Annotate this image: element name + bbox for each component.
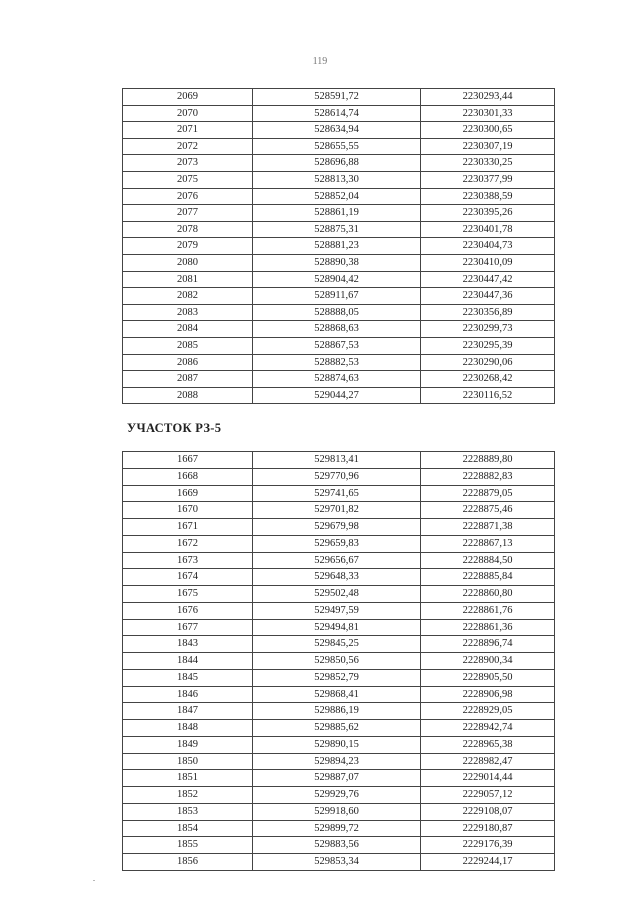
y-coordinate-cell: 2230290,06 [421, 354, 555, 371]
y-coordinate-cell: 2228885,84 [421, 569, 555, 586]
y-coordinate-cell: 2229108,07 [421, 803, 555, 820]
x-coordinate-cell: 528591,72 [253, 89, 421, 106]
y-coordinate-cell: 2230404,73 [421, 238, 555, 255]
x-coordinate-cell: 528634,94 [253, 122, 421, 139]
point-number-cell: 2083 [123, 304, 253, 321]
y-coordinate-cell: 2229014,44 [421, 770, 555, 787]
y-coordinate-cell: 2230293,44 [421, 89, 555, 106]
x-coordinate-cell: 529494,81 [253, 619, 421, 636]
x-coordinate-cell: 528904,42 [253, 271, 421, 288]
point-number-cell: 1671 [123, 519, 253, 536]
x-coordinate-cell: 529918,60 [253, 803, 421, 820]
x-coordinate-cell: 529894,23 [253, 753, 421, 770]
point-number-cell: 1845 [123, 669, 253, 686]
table-row [123, 669, 555, 686]
table-row [123, 820, 555, 837]
y-coordinate-cell: 2230395,26 [421, 205, 555, 222]
x-coordinate-cell: 529845,25 [253, 636, 421, 653]
coordinates-table-2 [122, 451, 555, 871]
x-coordinate-cell: 528875,31 [253, 221, 421, 238]
y-coordinate-cell: 2228861,76 [421, 602, 555, 619]
stray-mark: . [93, 874, 95, 883]
point-number-cell: 2088 [123, 387, 253, 404]
point-number-cell: 1852 [123, 787, 253, 804]
section-title: УЧАСТОК РЗ-5 [127, 421, 222, 435]
x-coordinate-cell: 529868,41 [253, 686, 421, 703]
table-row [123, 720, 555, 737]
point-number-cell: 2084 [123, 321, 253, 338]
x-coordinate-cell: 529679,98 [253, 519, 421, 536]
x-coordinate-cell: 529502,48 [253, 586, 421, 603]
y-coordinate-cell: 2230268,42 [421, 371, 555, 388]
x-coordinate-cell: 529659,83 [253, 535, 421, 552]
point-number-cell: 1843 [123, 636, 253, 653]
x-coordinate-cell: 529656,67 [253, 552, 421, 569]
x-coordinate-cell: 529770,96 [253, 468, 421, 485]
point-number-cell: 1673 [123, 552, 253, 569]
y-coordinate-cell: 2230388,59 [421, 188, 555, 205]
point-number-cell: 2086 [123, 354, 253, 371]
table-row [123, 371, 555, 388]
y-coordinate-cell: 2228965,38 [421, 736, 555, 753]
table-row [123, 354, 555, 371]
x-coordinate-cell: 528890,38 [253, 254, 421, 271]
y-coordinate-cell: 2230299,73 [421, 321, 555, 338]
point-number-cell: 2071 [123, 122, 253, 139]
x-coordinate-cell: 529044,27 [253, 387, 421, 404]
y-coordinate-cell: 2229057,12 [421, 787, 555, 804]
x-coordinate-cell: 529887,07 [253, 770, 421, 787]
y-coordinate-cell: 2228860,80 [421, 586, 555, 603]
table-row [123, 586, 555, 603]
point-number-cell: 2080 [123, 254, 253, 271]
page-number: 119 [312, 56, 328, 67]
table-row [123, 138, 555, 155]
y-coordinate-cell: 2230447,36 [421, 288, 555, 305]
x-coordinate-cell: 528882,53 [253, 354, 421, 371]
point-number-cell: 2079 [123, 238, 253, 255]
y-coordinate-cell: 2230300,65 [421, 122, 555, 139]
x-coordinate-cell: 529885,62 [253, 720, 421, 737]
table-row [123, 188, 555, 205]
point-number-cell: 2075 [123, 171, 253, 188]
point-number-cell: 1668 [123, 468, 253, 485]
table-row [123, 221, 555, 238]
x-coordinate-cell: 529648,33 [253, 569, 421, 586]
x-coordinate-cell: 528852,04 [253, 188, 421, 205]
x-coordinate-cell: 529497,59 [253, 602, 421, 619]
point-number-cell: 2081 [123, 271, 253, 288]
x-coordinate-cell: 529890,15 [253, 736, 421, 753]
x-coordinate-cell: 529852,79 [253, 669, 421, 686]
x-coordinate-cell: 528861,19 [253, 205, 421, 222]
y-coordinate-cell: 2228875,46 [421, 502, 555, 519]
y-coordinate-cell: 2230295,39 [421, 337, 555, 354]
point-number-cell: 2070 [123, 105, 253, 122]
x-coordinate-cell: 529929,76 [253, 787, 421, 804]
point-number-cell: 1850 [123, 753, 253, 770]
point-number-cell: 2069 [123, 89, 253, 106]
y-coordinate-cell: 2228942,74 [421, 720, 555, 737]
coordinates-table-1 [122, 88, 555, 404]
table-row [123, 770, 555, 787]
y-coordinate-cell: 2228929,05 [421, 703, 555, 720]
table-row [123, 89, 555, 106]
x-coordinate-cell: 529701,82 [253, 502, 421, 519]
table-row [123, 686, 555, 703]
point-number-cell: 1846 [123, 686, 253, 703]
x-coordinate-cell: 528868,63 [253, 321, 421, 338]
y-coordinate-cell: 2230356,89 [421, 304, 555, 321]
table-row [123, 502, 555, 519]
table-row [123, 636, 555, 653]
table-row [123, 387, 555, 404]
table-row [123, 703, 555, 720]
table-row [123, 271, 555, 288]
point-number-cell: 1677 [123, 619, 253, 636]
table-row [123, 452, 555, 469]
x-coordinate-cell: 528874,63 [253, 371, 421, 388]
table-row [123, 105, 555, 122]
point-number-cell: 2078 [123, 221, 253, 238]
x-coordinate-cell: 529741,65 [253, 485, 421, 502]
point-number-cell: 1674 [123, 569, 253, 586]
x-coordinate-cell: 528813,30 [253, 171, 421, 188]
y-coordinate-cell: 2230447,42 [421, 271, 555, 288]
point-number-cell: 1676 [123, 602, 253, 619]
table-row [123, 122, 555, 139]
x-coordinate-cell: 528614,74 [253, 105, 421, 122]
table-row [123, 653, 555, 670]
table-row [123, 602, 555, 619]
point-number-cell: 1667 [123, 452, 253, 469]
table-row [123, 254, 555, 271]
table-row [123, 552, 555, 569]
x-coordinate-cell: 528867,53 [253, 337, 421, 354]
y-coordinate-cell: 2230410,09 [421, 254, 555, 271]
table-row [123, 171, 555, 188]
y-coordinate-cell: 2228900,34 [421, 653, 555, 670]
point-number-cell: 1675 [123, 586, 253, 603]
y-coordinate-cell: 2230401,78 [421, 221, 555, 238]
point-number-cell: 1856 [123, 854, 253, 871]
table-row [123, 304, 555, 321]
point-number-cell: 2085 [123, 337, 253, 354]
table-row [123, 205, 555, 222]
y-coordinate-cell: 2228884,50 [421, 552, 555, 569]
point-number-cell: 1853 [123, 803, 253, 820]
y-coordinate-cell: 2230307,19 [421, 138, 555, 155]
x-coordinate-cell: 528696,88 [253, 155, 421, 172]
table-row [123, 485, 555, 502]
point-number-cell: 1844 [123, 653, 253, 670]
table-row [123, 468, 555, 485]
x-coordinate-cell: 529886,19 [253, 703, 421, 720]
table-row [123, 803, 555, 820]
table-row [123, 787, 555, 804]
y-coordinate-cell: 2228882,83 [421, 468, 555, 485]
point-number-cell: 2076 [123, 188, 253, 205]
table-row [123, 569, 555, 586]
x-coordinate-cell: 529883,56 [253, 837, 421, 854]
y-coordinate-cell: 2230377,99 [421, 171, 555, 188]
y-coordinate-cell: 2230116,52 [421, 387, 555, 404]
point-number-cell: 2072 [123, 138, 253, 155]
x-coordinate-cell: 529853,34 [253, 854, 421, 871]
table-row [123, 753, 555, 770]
point-number-cell: 1855 [123, 837, 253, 854]
y-coordinate-cell: 2230330,25 [421, 155, 555, 172]
point-number-cell: 1851 [123, 770, 253, 787]
point-number-cell: 2087 [123, 371, 253, 388]
y-coordinate-cell: 2228861,36 [421, 619, 555, 636]
point-number-cell: 1847 [123, 703, 253, 720]
y-coordinate-cell: 2230301,33 [421, 105, 555, 122]
y-coordinate-cell: 2228905,50 [421, 669, 555, 686]
y-coordinate-cell: 2228867,13 [421, 535, 555, 552]
y-coordinate-cell: 2229180,87 [421, 820, 555, 837]
table-row [123, 854, 555, 871]
x-coordinate-cell: 529850,56 [253, 653, 421, 670]
table-row [123, 337, 555, 354]
point-number-cell: 1849 [123, 736, 253, 753]
x-coordinate-cell: 528881,23 [253, 238, 421, 255]
y-coordinate-cell: 2228879,05 [421, 485, 555, 502]
y-coordinate-cell: 2228896,74 [421, 636, 555, 653]
x-coordinate-cell: 528888,05 [253, 304, 421, 321]
table-row [123, 837, 555, 854]
y-coordinate-cell: 2228906,98 [421, 686, 555, 703]
point-number-cell: 2077 [123, 205, 253, 222]
point-number-cell: 2073 [123, 155, 253, 172]
x-coordinate-cell: 528655,55 [253, 138, 421, 155]
y-coordinate-cell: 2229244,17 [421, 854, 555, 871]
table-row [123, 288, 555, 305]
table-row [123, 535, 555, 552]
y-coordinate-cell: 2228982,47 [421, 753, 555, 770]
y-coordinate-cell: 2229176,39 [421, 837, 555, 854]
x-coordinate-cell: 528911,67 [253, 288, 421, 305]
point-number-cell: 1848 [123, 720, 253, 737]
table-row [123, 736, 555, 753]
table-row [123, 519, 555, 536]
table-row [123, 619, 555, 636]
table-row [123, 321, 555, 338]
y-coordinate-cell: 2228871,38 [421, 519, 555, 536]
point-number-cell: 1669 [123, 485, 253, 502]
y-coordinate-cell: 2228889,80 [421, 452, 555, 469]
table-row [123, 238, 555, 255]
point-number-cell: 1854 [123, 820, 253, 837]
x-coordinate-cell: 529899,72 [253, 820, 421, 837]
point-number-cell: 1670 [123, 502, 253, 519]
x-coordinate-cell: 529813,41 [253, 452, 421, 469]
table-row [123, 155, 555, 172]
point-number-cell: 1672 [123, 535, 253, 552]
point-number-cell: 2082 [123, 288, 253, 305]
